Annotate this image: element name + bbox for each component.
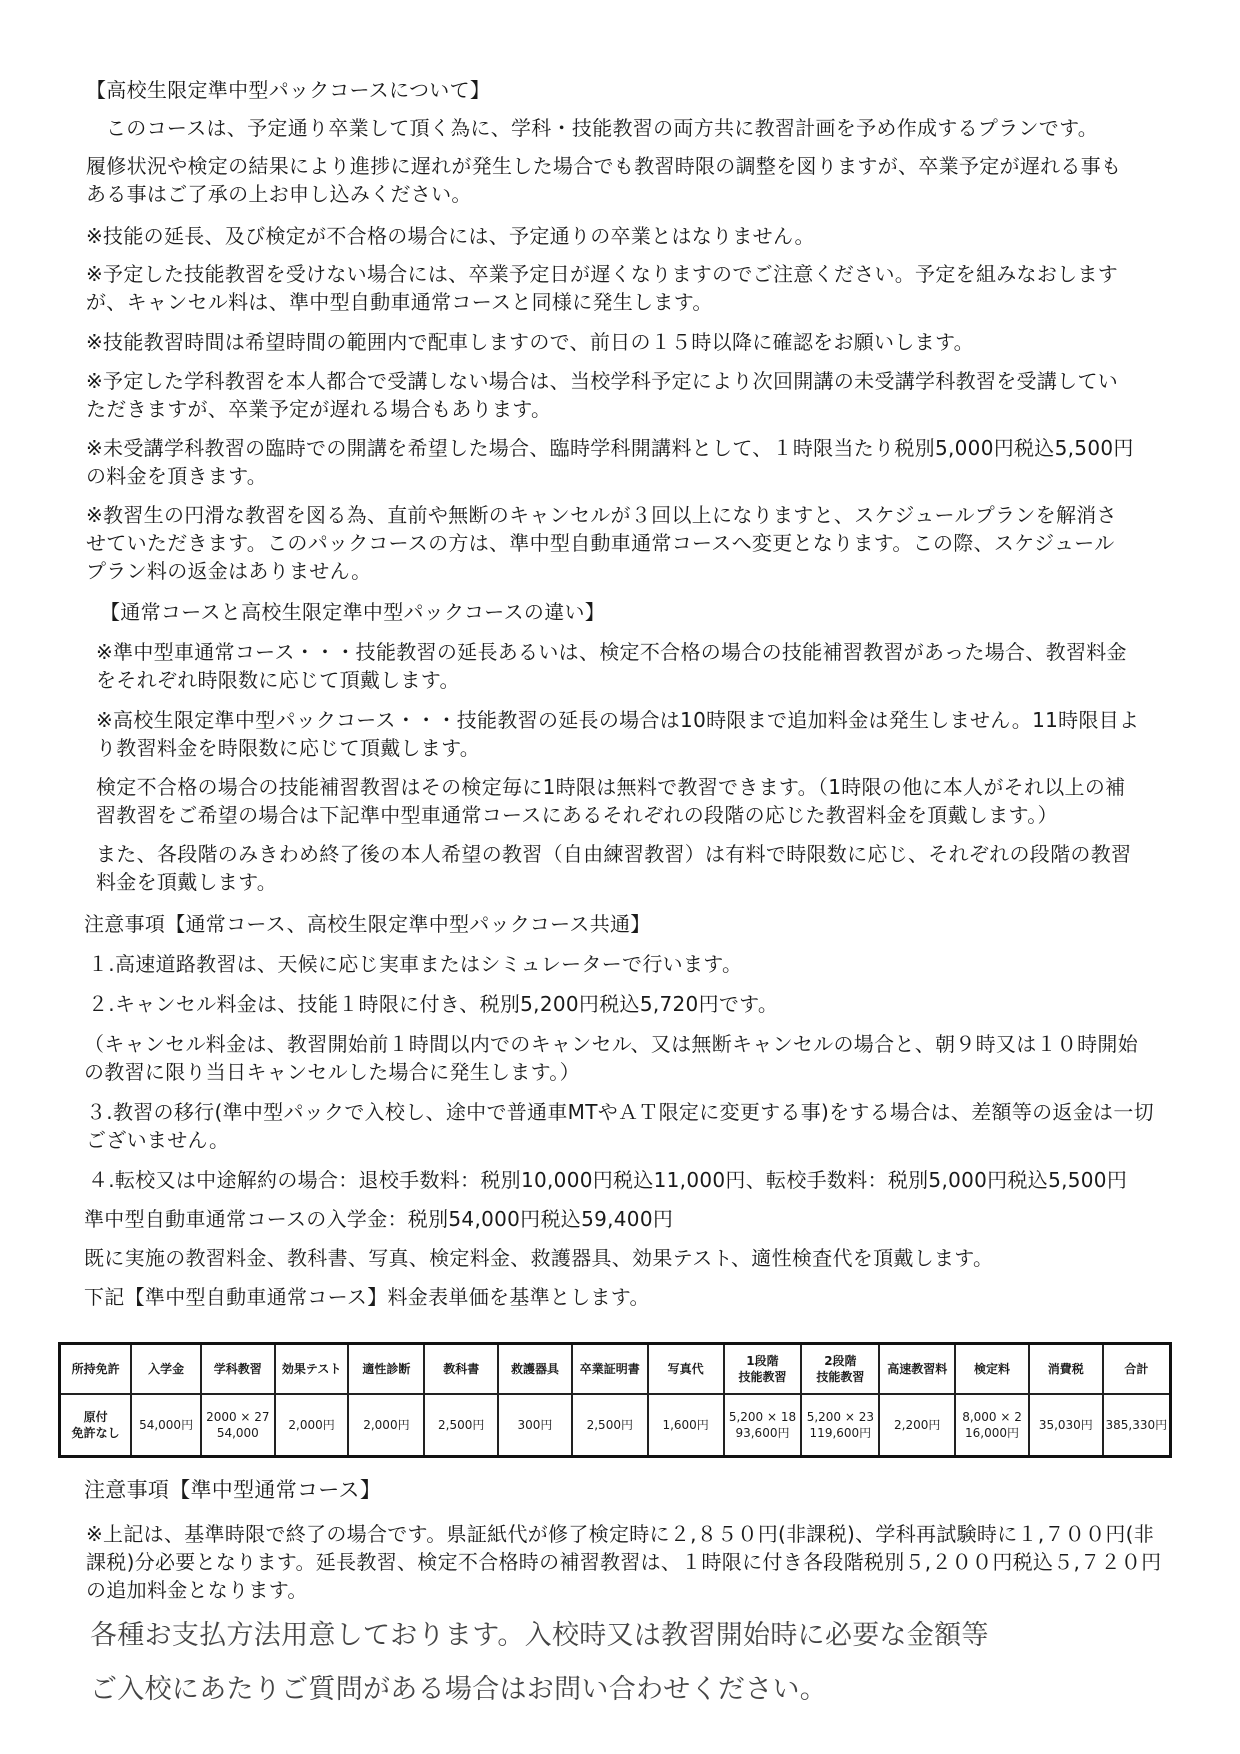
diff-free-practice-l1: また、各段階のみきわめ終了後の本人希望の教習（自由練習教習）は有料で時限数に応じ、それぞれの段階の教習 xyxy=(96,842,1132,866)
common-item-highway: １.高速道路教習は、天候に応じ実車またはシミュレーターで行います。 xyxy=(88,952,743,976)
table-cell: 原付 免許なし xyxy=(60,1394,132,1457)
header-cell: 1段階 技能教習 xyxy=(724,1344,802,1395)
common-item-cancel-detail-l2: の教習に限り当日キャンセルした場合に発生します。） xyxy=(84,1060,580,1084)
table-cell: 54,000円 xyxy=(131,1394,201,1457)
header-cell: 救護器具 xyxy=(498,1344,572,1395)
table-row xyxy=(60,1394,1171,1457)
table-cell: 1,600円 xyxy=(648,1394,724,1457)
header-cell: 写真代 xyxy=(648,1344,724,1395)
note-temporary-lecture-l2: の料金を頂きます。 xyxy=(86,464,268,488)
table-cell: 2,200円 xyxy=(879,1394,955,1457)
note-skill-extension: ※技能の延長、及び検定が不合格の場合には、予定通りの卒業とはなりません。 xyxy=(86,224,815,248)
header-cell: 消費税 xyxy=(1029,1344,1103,1395)
table-cell: 2000 × 27 54,000 xyxy=(201,1394,275,1457)
diff-remedial-l2: 習教習をご希望の場合は下記準中型車通常コースにあるそれぞれの段階の応じた教習料金を頂戴します。） xyxy=(96,803,1058,827)
standard-course-note-l1: ※上記は、基準時限で終了の場合です。県証紙代が修了検定時に２,８５０円(非課税)、学科再試験時に１,７００円(非 xyxy=(86,1522,1155,1546)
para-progress-l1: 履修状況や検定の結果により進捗に遅れが発生した場合でも教習時限の調整を図りますが、卒業予定が遅れる事も xyxy=(86,154,1122,178)
diff-remedial-l1: 検定不合格の場合の技能補習教習はその検定毎に1時限は無料で教習できます。（1時限の他に本人がそれ以上の補 xyxy=(96,775,1126,799)
section-heading-pack-course: 【高校生限定準中型パックコースについて】 xyxy=(86,78,491,102)
charged-items: 既に実施の教習料金、教科書、写真、検定料金、救護器具、効果テスト、適性検査代を頂戴します。 xyxy=(84,1246,994,1270)
table-cell: 2,500円 xyxy=(572,1394,648,1457)
fee-table-header-row xyxy=(60,1344,1171,1395)
note-skill-skip-l1: ※予定した技能教習を受けない場合には、卒業予定日が遅くなりますのでご注意ください。予定を組みなおします xyxy=(86,262,1119,286)
note-dispatch-time: ※技能教習時間は希望時間の範囲内で配車しますので、前日の１５時以降に確認をお願いします。 xyxy=(86,330,974,354)
note-temporary-lecture-l1: ※未受講学科教習の臨時での開講を希望した場合、臨時学科開講料として、１時限当たり税別5,000円税込5,500円 xyxy=(86,436,1134,460)
para-progress-l2: ある事はご了承の上お申し込みください。 xyxy=(86,182,472,206)
diff-pack-course-l2: り教習料金を時限数に応じて頂戴します。 xyxy=(96,736,481,760)
table-cell: 300円 xyxy=(498,1394,572,1457)
table-cell: 5,200 × 23 119,600円 xyxy=(801,1394,879,1457)
common-item-transfer-course-l2: ございません。 xyxy=(86,1128,230,1152)
header-cell: 学科教習 xyxy=(201,1344,275,1395)
header-cell: 効果テスト xyxy=(275,1344,349,1395)
note-cancellation-policy-l1: ※教習生の円滑な教習を図る為、直前や無断のキャンセルが３回以上になりますと、スケジュールプランを解消さ xyxy=(86,503,1117,527)
diff-pack-course-l1: ※高校生限定準中型パックコース・・・技能教習の延長の場合は10時限まで追加料金は発生しません。11時限目よ xyxy=(96,708,1140,732)
section-heading-differences: 【通常コースと高校生限定準中型パックコースの違い】 xyxy=(100,600,606,624)
table-cell: 2,000円 xyxy=(348,1394,424,1457)
table-cell: 2,500円 xyxy=(424,1394,498,1457)
entry-fee: 準中型自動車通常コースの入学金：税別54,000円税込59,400円 xyxy=(84,1207,674,1231)
section-heading-standard-course: 注意事項【準中型通常コース】 xyxy=(84,1478,382,1502)
header-cell: 所持免許 xyxy=(60,1344,132,1395)
section-heading-common-notes: 注意事項【通常コース、高校生限定準中型パックコース共通】 xyxy=(84,912,651,936)
header-cell: 2段階 技能教習 xyxy=(801,1344,879,1395)
header-cell: 合計 xyxy=(1103,1344,1171,1395)
header-cell: 教科書 xyxy=(424,1344,498,1395)
common-item-cancel-detail-l1: （キャンセル料金は、教習開始前１時間以内でのキャンセル、又は無断キャンセルの場合と、朝９時又は１０時開始 xyxy=(84,1032,1138,1056)
diff-standard-course-l2: をそれぞれ時限数に応じて頂戴します。 xyxy=(96,668,460,692)
common-item-withdrawal: ４.転校又は中途解約の場合：退校手数料：税別10,000円税込11,000円、転校手数料：税別5,000円税込5,500円 xyxy=(88,1168,1128,1192)
table-cell: 8,000 × 2 16,000円 xyxy=(955,1394,1029,1457)
diff-standard-course-l1: ※準中型車通常コース・・・技能教習の延長あるいは、検定不合格の場合の技能補習教習があった場合、教習料金 xyxy=(96,640,1127,664)
common-item-cancel-fee: ２.キャンセル料金は、技能１時限に付き、税別5,200円税込5,720円です。 xyxy=(88,992,779,1016)
header-cell: 高速教習料 xyxy=(879,1344,955,1395)
note-academic-skip-l2: ただきますが、卒業予定が遅れる場合もあります。 xyxy=(86,397,552,421)
table-cell: 5,200 × 18 93,600円 xyxy=(724,1394,802,1457)
header-cell: 適性診断 xyxy=(348,1344,424,1395)
fee-basis: 下記【準中型自動車通常コース】料金表単価を基準とします。 xyxy=(84,1285,650,1309)
note-cancellation-policy-l3: プラン料の返金はありません。 xyxy=(86,559,372,583)
table-cell: 35,030円 xyxy=(1029,1394,1103,1457)
table-cell: 385,330円 xyxy=(1103,1394,1171,1457)
table-cell: 2,000円 xyxy=(275,1394,349,1457)
common-item-transfer-course-l1: ３.教習の移行(準中型パックで入校し、途中で普通車MTやＡＴ限定に変更する事)をする場合は、差額等の返金は一切 xyxy=(86,1100,1154,1124)
header-cell: 卒業証明書 xyxy=(572,1344,648,1395)
standard-course-note-l3: の追加料金となります。 xyxy=(86,1578,308,1602)
note-cancellation-policy-l2: せていただきます。このパックコースの方は、準中型自動車通常コースへ変更となります。この際、スケジュール xyxy=(86,531,1115,555)
header-cell: 検定料 xyxy=(955,1344,1029,1395)
fee-table xyxy=(58,1342,1172,1458)
header-cell: 入学金 xyxy=(131,1344,201,1395)
inquiry-note: ご入校にあたりご質問がある場合はお問い合わせください。 xyxy=(90,1674,828,1705)
note-academic-skip-l1: ※予定した学科教習を本人都合で受講しない場合は、当校学科予定により次回開講の未受講学科教習を受講してい xyxy=(86,369,1119,393)
payment-methods-note: 各種お支払方法用意しております。入校時又は教習開始時に必要な金額等 xyxy=(90,1620,989,1651)
intro-text: このコースは、予定通り卒業して頂く為に、学科・技能教習の両方共に教習計画を予め作成するプランです。 xyxy=(106,116,1099,140)
diff-free-practice-l2: 料金を頂戴します。 xyxy=(96,870,278,894)
standard-course-note-l2: 課税)分必要となります。延長教習、検定不合格時の補習教習は、１時限に付き各段階税別５,２００円税込５,７２０円 xyxy=(86,1550,1162,1574)
note-skill-skip-l2: が、キャンセル料は、準中型自動車通常コースと同様に発生します。 xyxy=(86,290,713,314)
